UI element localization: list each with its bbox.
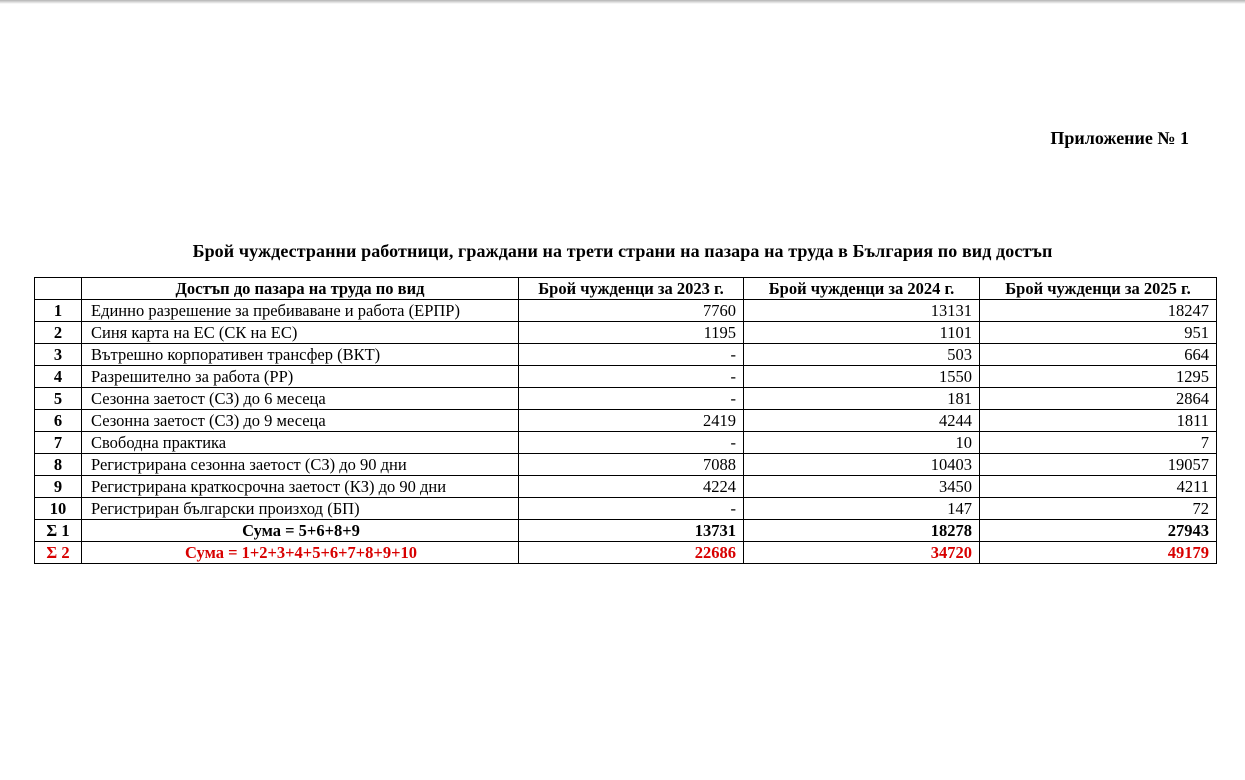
row-number: 4 (35, 366, 82, 388)
document-title: Брой чуждестранни работници, граждани на трети страни на пазара на труда в България по вид достъп (192, 241, 1053, 261)
value-2025: 1811 (980, 410, 1217, 432)
row-label: Единно разрешение за пребиваване и работа (ЕРПР) (82, 300, 519, 322)
value-2024: 13131 (744, 300, 980, 322)
table-row (35, 410, 1217, 432)
table-row (35, 476, 1217, 498)
sum2-label: Сума = 1+2+3+4+5+6+7+8+9+10 (82, 542, 519, 564)
value-2023: 7088 (519, 454, 744, 476)
row-number: 6 (35, 410, 82, 432)
value-2024: 4244 (744, 410, 980, 432)
value-2025: 19057 (980, 454, 1217, 476)
value-2023: 4224 (519, 476, 744, 498)
value-2023: - (519, 432, 744, 454)
row-number: 9 (35, 476, 82, 498)
top-edge-shadow (0, 0, 1245, 4)
header-row (35, 278, 1217, 300)
table-row (35, 432, 1217, 454)
value-2025: 1295 (980, 366, 1217, 388)
row-label: Свободна практика (82, 432, 519, 454)
value-2025: 4211 (980, 476, 1217, 498)
value-2024: 3450 (744, 476, 980, 498)
sum1-number: Σ 1 (35, 520, 82, 542)
header-2023: Брой чужденци за 2023 г. (519, 278, 744, 300)
value-2023: - (519, 498, 744, 520)
sum2-number: Σ 2 (35, 542, 82, 564)
value-2025: 2864 (980, 388, 1217, 410)
table-row (35, 344, 1217, 366)
row-label: Вътрешно корпоративен трансфер (ВКТ) (82, 344, 519, 366)
sum1-label: Сума = 5+6+8+9 (82, 520, 519, 542)
row-label: Синя карта на ЕС (СК на ЕС) (82, 322, 519, 344)
table-row (35, 388, 1217, 410)
value-2024: 503 (744, 344, 980, 366)
table-row (35, 322, 1217, 344)
row-label: Регистрирана краткосрочна заетост (КЗ) до 90 дни (82, 476, 519, 498)
row-number: 8 (35, 454, 82, 476)
sum-row-2 (35, 542, 1217, 564)
sum2-2023: 22686 (519, 542, 744, 564)
value-2024: 10403 (744, 454, 980, 476)
value-2024: 147 (744, 498, 980, 520)
value-2023: 1195 (519, 322, 744, 344)
sum2-2025: 49179 (980, 542, 1217, 564)
value-2025: 7 (980, 432, 1217, 454)
sum1-2025: 27943 (980, 520, 1217, 542)
row-label: Регистрирана сезонна заетост (СЗ) до 90 дни (82, 454, 519, 476)
header-num (35, 278, 82, 300)
value-2024: 1550 (744, 366, 980, 388)
value-2024: 10 (744, 432, 980, 454)
value-2025: 18247 (980, 300, 1217, 322)
value-2025: 951 (980, 322, 1217, 344)
sum-row-1 (35, 520, 1217, 542)
table-row (35, 366, 1217, 388)
header-access-type: Достъп до пазара на труда по вид (82, 278, 519, 300)
header-2024: Брой чужденци за 2024 г. (744, 278, 980, 300)
table-row (35, 498, 1217, 520)
foreign-workers-table (34, 277, 1217, 564)
header-2025: Брой чужденци за 2025 г. (980, 278, 1217, 300)
row-number: 5 (35, 388, 82, 410)
sum1-2024: 18278 (744, 520, 980, 542)
row-number: 3 (35, 344, 82, 366)
value-2025: 72 (980, 498, 1217, 520)
value-2023: - (519, 344, 744, 366)
row-label: Разрешително за работа (РР) (82, 366, 519, 388)
appendix-label: Приложение № 1 (1050, 128, 1189, 148)
value-2023: - (519, 366, 744, 388)
table-row (35, 454, 1217, 476)
row-label: Сезонна заетост (СЗ) до 6 месеца (82, 388, 519, 410)
value-2024: 1101 (744, 322, 980, 344)
row-number: 7 (35, 432, 82, 454)
value-2024: 181 (744, 388, 980, 410)
row-number: 10 (35, 498, 82, 520)
row-number: 2 (35, 322, 82, 344)
sum2-2024: 34720 (744, 542, 980, 564)
sum1-2023: 13731 (519, 520, 744, 542)
table-row (35, 300, 1217, 322)
value-2023: 7760 (519, 300, 744, 322)
value-2025: 664 (980, 344, 1217, 366)
value-2023: 2419 (519, 410, 744, 432)
row-label: Сезонна заетост (СЗ) до 9 месеца (82, 410, 519, 432)
row-label: Регистриран български произход (БП) (82, 498, 519, 520)
value-2023: - (519, 388, 744, 410)
row-number: 1 (35, 300, 82, 322)
